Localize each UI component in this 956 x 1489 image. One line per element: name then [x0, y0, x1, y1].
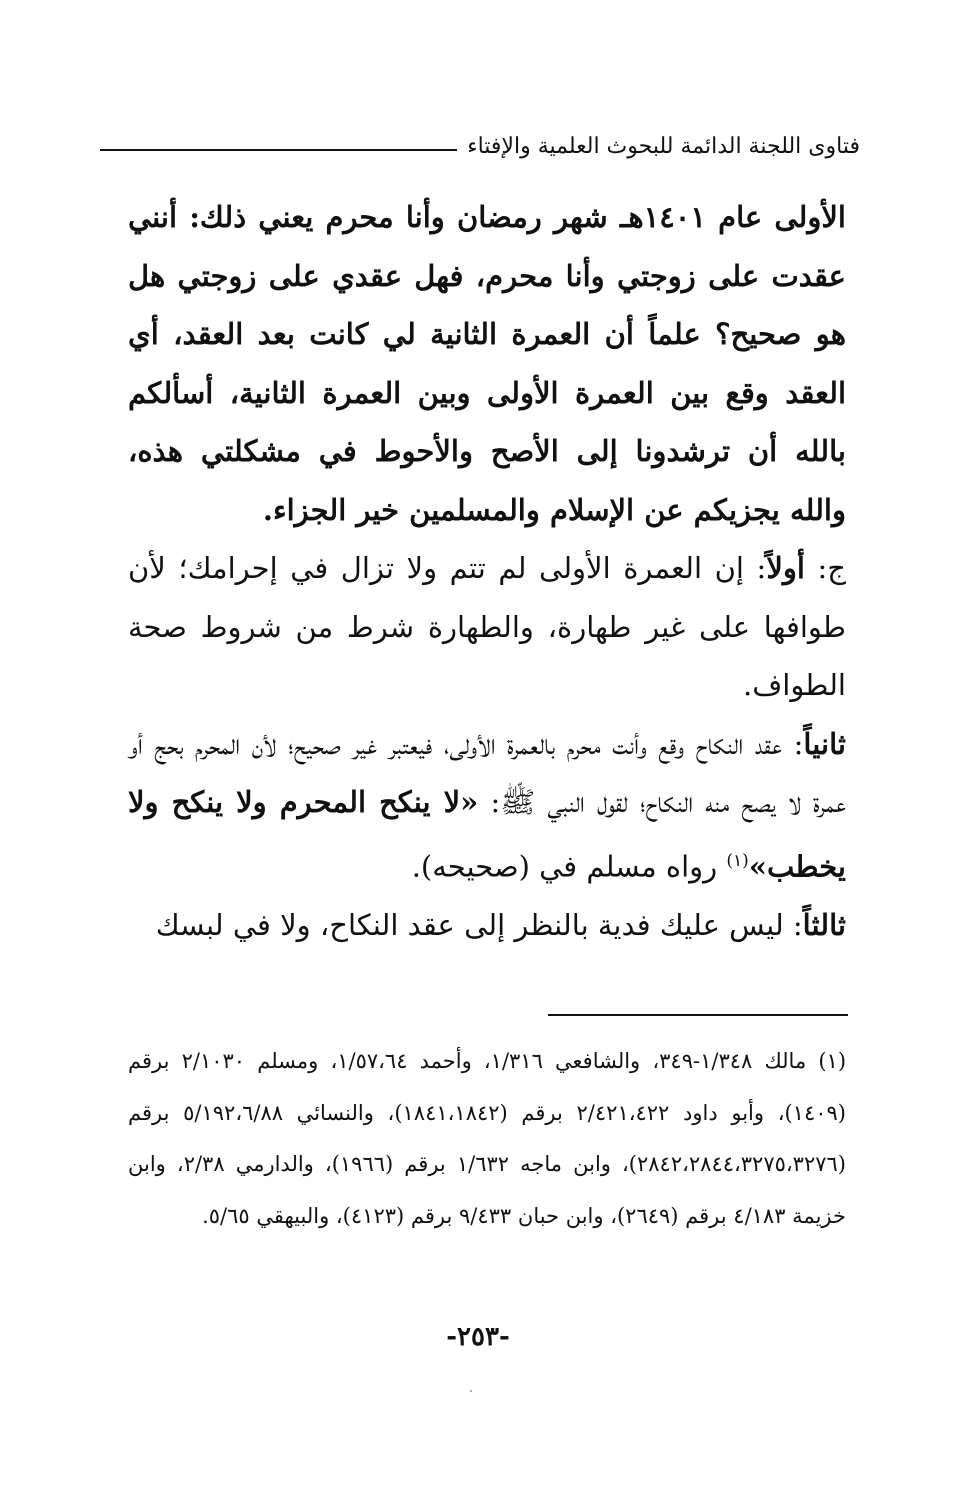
hadith-quote: «لا ينكح المحرم ولا ينكح ولا يخطب»: [128, 785, 846, 884]
third-label: ثالثاً: [802, 907, 846, 942]
main-text: [128, 188, 846, 954]
footnote-1: (١) مالك ١/٣٤٨-٣٤٩، والشافعي ١/٣١٦، وأحمد ١/٥٧،٦٤، ومسلم ٢/١٠٣٠ برقم (١٤٠٩)، وأبو داود ٢/٤٢١،٤٢٢ برقم (١٨٤١،١٨٤٢)، والنسائي ٥/١٩٢،٦/٨٨ برقم (٢٨٤٢،٢٨٤٤،٣٢٧٥،٣٢٧٦)، وابن ماجه ١/٦٣٢ برقم (١٩٦٦)، والدارمي ٢/٣٨، وابن خزيمة ٤/١٨٣ برقم (٢٦٤٩)، وابن حبان ٩/٤٣٣ برقم (٤١٢٣)، والبيهقي ٥/٦٥.: [128, 1049, 847, 1228]
answer-prefix: ج:: [804, 551, 846, 585]
footnote-reference: (١): [726, 850, 749, 871]
header-rule: [100, 149, 457, 151]
answer-first-paragraph: [128, 539, 846, 715]
question-paragraph: الأولى عام ١٤٠١هـ شهر رمضان وأنا محرم يعني ذلك: أنني عقدت على زوجتي وأنا محرم، فهل عقدي على زوجتي هل هو صحيح؟ علماً أن العمرة الثانية لي كانت بعد العقد، أي العقد وقع بين العمرة الأولى وبين العمرة الثانية، أسألكم بالله أن ترشدونا إلى الأصح والأحوط في مشكلتي هذه، والله يجزيكم عن الإسلام والمسلمين خير الجزاء.: [128, 200, 846, 527]
hadith-source: رواه مسلم في (صحيحه).: [411, 849, 727, 884]
scan-speck: [470, 1390, 472, 1392]
answer-third-paragraph: [128, 896, 846, 955]
footnote-separator: [548, 1014, 848, 1016]
third-text: : ليس عليك فدية بالنظر إلى عقد النكاح، ولا في لبسك: [155, 907, 803, 942]
second-label: ثانياً: [803, 726, 846, 761]
running-header: [100, 126, 860, 166]
answer-second-paragraph: [128, 715, 846, 896]
first-label: أولاً: [766, 551, 805, 585]
footnotes: [128, 1036, 846, 1242]
header-title: فتاوى اللجنة الدائمة للبحوث العلمية والإفتاء: [467, 133, 860, 159]
first-text: : إن العمرة الأولى لم تتم ولا تزال في إحرامك؛ لأن طوافها على غير طهارة، والطهارة شرط من شروط صحة الطواف.: [128, 551, 846, 702]
second-text: : عقد النكاح وقع وأنت محرم بالعمرة الأولى، فيعتبر غير صحيح؛ لأن المحرم بحج أو عمرة لا يصح منه النكاح؛ لقول النبي ﷺ:: [128, 726, 847, 819]
page-number: -٢٥٣-: [446, 1322, 510, 1352]
